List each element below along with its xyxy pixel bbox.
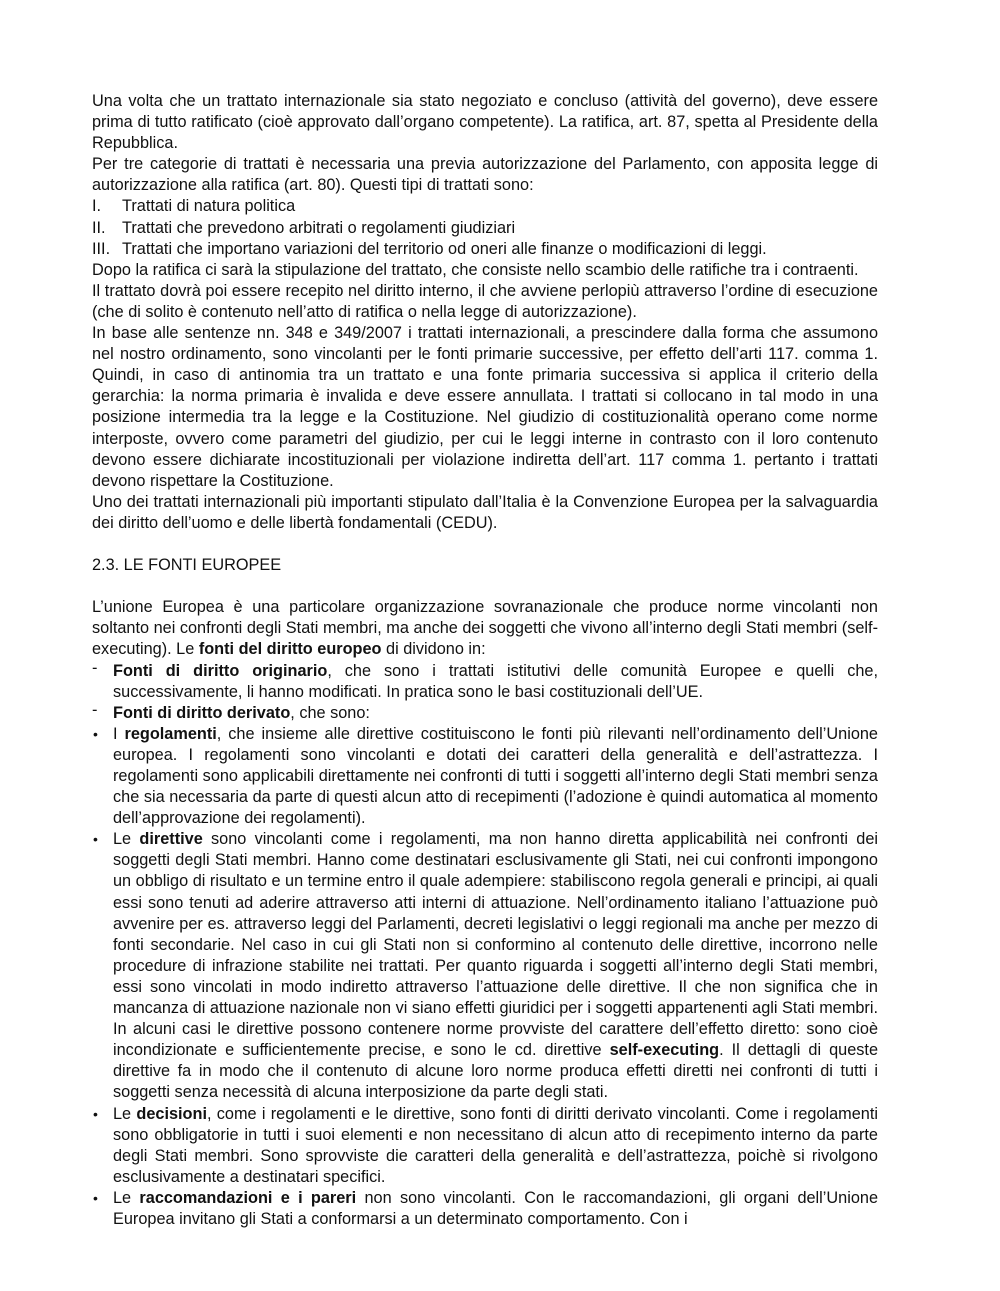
bullet-marker: • [93,725,98,742]
text-run: Le [113,1104,137,1123]
list-text: Trattati che prevedono arbitrati o regolamenti giudiziari [122,218,516,237]
list-number: II. [92,218,106,237]
list-item [92,658,878,703]
bold-term: Fonti di diritto originario [113,661,328,680]
spacer [92,576,878,597]
treaty-categories-list [92,196,878,259]
list-number: I. [92,197,102,216]
bold-term: fonti del diritto europeo [198,640,382,659]
dash-marker: - [92,700,98,719]
text-run: Le [113,830,140,849]
list-item [92,1188,878,1230]
paragraph-recepimento: Il trattato dovrà poi essere recepito nel diritto interno, il che avviene perlopiù attraverso l’ordine di esecuzione (che di solito è contenuto nell’atto di ratifica o nella legge di autorizzazione). [92,281,878,321]
text-run: di dividono in: [381,640,486,659]
list-item [92,700,878,724]
bold-term: direttive [139,830,203,849]
bullet-marker: • [93,831,98,848]
text-run: L’unione Europea è una particolare organizzazione sovranazionale che produce norme vincolanti non soltanto nei confronti degli Stati membri, ma anche dei soggetti che vivono all’interno degli Stati membri (self-executing). Le [92,598,878,659]
list-item [92,1104,878,1188]
text-run: sono vincolanti come i regolamenti, ma non hanno diretta applicabilità nei confronti dei soggetti degli Stati membri. Hanno come destinatari esclusivamente gli Stati, nei cui confronti impongono un obbligo di risultato e un termine entro il quale adempiere: stabiliscono regola generali e principi, ai quali essi sono tenuti ad aderire attraverso atti interni di attuazione. Nell’ordinamento italiano l’attuazione può avvenire per es. attraverso leggi del Parlamenti, decreti legislativi o leggi regionali ma anche per mezzo di fonti secondarie. Nel caso in cui gli Stati non si conformino al contenuto delle direttive, incorrono nelle procedure di infrazione stabilite nei trattati. Per quanto riguarda i soggetti all’interno degli Stati membri, essi sono vincolati in modo indiretto attraverso l’attuazione delle direttive. Il che non significa che in mancanza di attuazione nazionale non vi siano effetti giuridici per i soggetti appartenenti agli Stati membri. In alcuni casi le direttive possono contenere norme provviste del carattere dell’effetto diretto: sono cioè incondizionate e sufficientemente precise, e sono le cd. direttive [113,830,878,1060]
text-run: non sono vincolanti. Con le raccomandazioni, gli organi dell’Unione Europea invitano gli Stati a conformarsi a un determinato comportamento. Con i [113,1188,879,1228]
paragraph-cedu: Uno dei trattati internazionali più importanti stipulato dall’Italia è la Convenzione Europea per la salvaguardia dei diritto dell’uomo e delle libertà fondamentali (CEDU). [92,492,878,532]
bullet-marker: • [93,1105,98,1122]
bold-term: decisioni [136,1104,207,1123]
list-item [92,239,878,260]
paragraph-ratifica: Una volta che un trattato internazionale sia stato negoziato e concluso (attività del governo), deve essere prima di tutto ratificato (cioè approvato dall’organo competente). La ratifica, art. 87, spetta al Presidente della Repubblica. [92,92,878,153]
text-run: , che insieme alle direttive costituiscono le fonti più rilevanti nell’ordinamento dell’Unione europea. I regolamenti sono vincolanti e dotati dei caratteri della generalità e dell’astrattezza. I regolamenti sono applicabili direttamente nei confronti di tutti i soggetti all’interno degli Stati membri senza che sia necessaria da parte di questi alcun atto di recepimenti (l’adozione è quindi automatica al momento dell’approvazione dei regolamenti). [113,724,878,828]
dash-marker: - [92,658,98,677]
bold-term: regolamenti [124,724,217,743]
list-text: Trattati di natura politica [122,197,296,216]
text-run: , come i regolamenti e le direttive, sono fonti di diritti derivato vincolanti. Come i regolamenti sono obbligatorie in tutti i suoi elementi e non necessitano di alcun atto di recepimento interno da parte degli Stati membri. Sono sprovviste die caratteri della generalità e dell’astrattezza, poichè si rivolgono esclusivamente a destinatari specifici. [113,1104,878,1186]
bullet-marker: • [93,1189,98,1206]
list-item [92,218,878,239]
bold-term: self-executing [609,1041,720,1060]
list-item [92,196,878,217]
text-run: I [113,724,125,743]
list-item [92,829,878,1103]
paragraph-unione-europea [92,597,878,660]
paragraph-sentenze: In base alle sentenze nn. 348 e 349/2007 i trattati internazionali, a prescindere dalla forma che assumono nel nostro ordinamento, sono vincolanti per le fonti primarie successive, per effetto dell’arti 117. comma 1. Quindi, in caso di antinomia tra un trattato e una fonte primaria successiva si applica il criterio della gerarchia: la norma primaria è invalida e deve essere annullata. I trattati si collocano in tal modo in una posizione intermedia tra la legge e la Costituzione. Nel giudizio di costituzionalità operano come norme interposte, ovvero come parametri del giudizio, per cui le leggi interne in contrasto con il loro contenuto devono essere dichiarate incostituzionali per violazione indiretta dell’art. 117 comma 1. pertanto i trattati devono rispettare la Costituzione. [92,324,878,490]
list-item [92,724,878,829]
bold-term: Fonti di diritto derivato [113,703,291,722]
spacer [92,534,878,555]
text-run: , che sono i trattati istitutivi delle comunità Europee e quelli che, successivamente, li hanno modificati. In pratica sono le basi costituzionali dell’UE. [113,661,878,701]
text-run: . Il dettagli di queste direttive fa in modo che il contenuto di alcune loro norme produca effetti diretti nei confronti di tutti i soggetti senza necessità di alcuna interposizione da parte degli stati. [113,1041,878,1102]
list-number: III. [92,239,111,258]
bold-term: raccomandazioni e i pareri [139,1188,357,1207]
derived-sources-list [92,724,878,1230]
paragraph-stipulazione: Dopo la ratifica ci sarà la stipulazione del trattato, che consiste nello scambio delle ratifiche tra i contraenti. [92,260,859,279]
section-heading: 2.3. LE FONTI EUROPEE [92,556,282,575]
list-text: Trattati che importano variazioni del territorio od oneri alle finanze o modificazioni di leggi. [122,239,767,258]
text-run: , che sono: [290,703,370,722]
sources-dash-list [92,658,878,724]
text-run: Le [113,1188,140,1207]
paragraph-autorizzazione: Per tre categorie di trattati è necessaria una previa autorizzazione del Parlamento, con apposita legge di autorizzazione alla ratifica (art. 80). Questi tipi di trattati sono: [92,155,878,195]
